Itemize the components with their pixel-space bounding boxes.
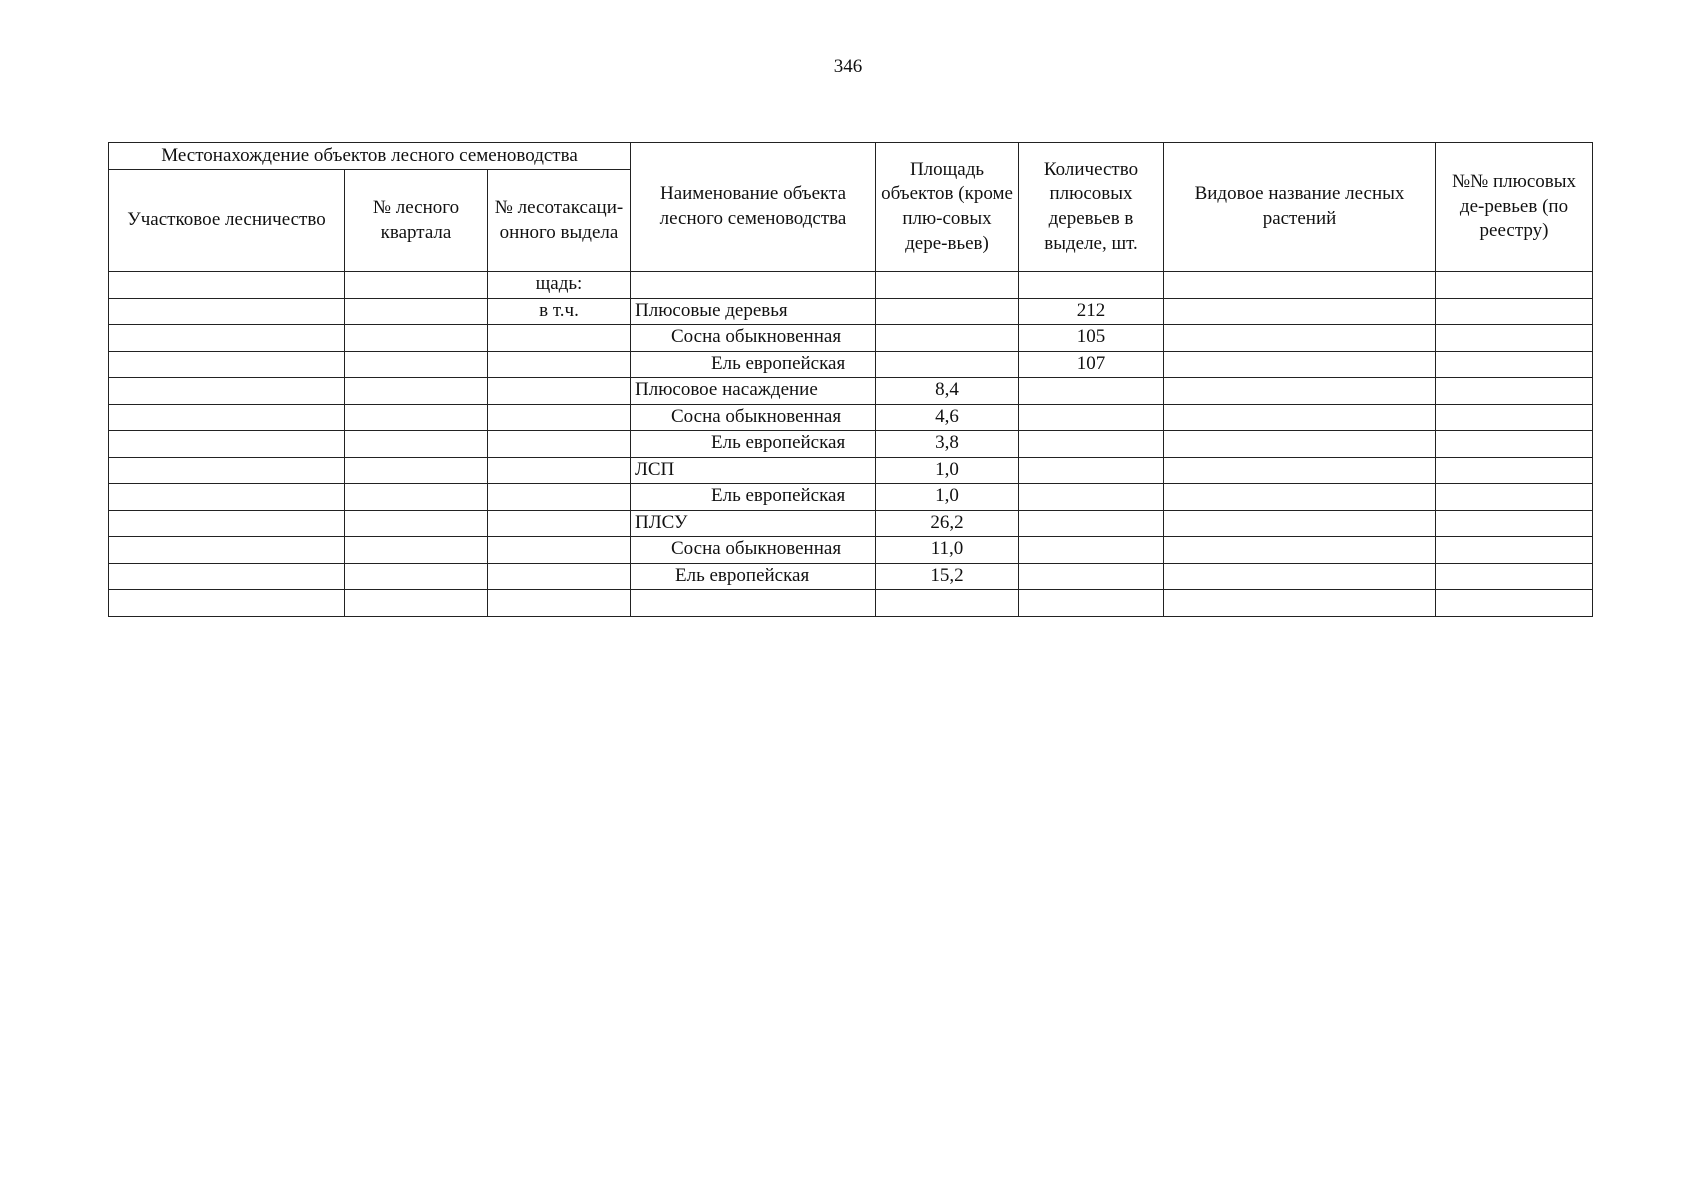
count-cell: [1019, 590, 1164, 617]
object-name-cell: Сосна обыкновенная: [631, 325, 876, 352]
area-header: Площадь объектов (кроме плю-совых дере-вьев): [876, 143, 1019, 272]
allotment-cell: [488, 537, 631, 564]
object-name-cell: ЛСП: [631, 457, 876, 484]
table-row: [109, 484, 1593, 511]
area-cell: [876, 325, 1019, 352]
object-name-header: Наименование объекта лесного семеноводства: [631, 143, 876, 272]
forestry-cell: [109, 457, 345, 484]
seed-objects-table: [108, 142, 1593, 617]
forestry-cell: [109, 590, 345, 617]
registry-cell: [1436, 537, 1593, 564]
count-cell: [1019, 404, 1164, 431]
species-cell: [1164, 272, 1436, 299]
table-row: [109, 272, 1593, 299]
count-cell: 212: [1019, 298, 1164, 325]
area-cell: [876, 272, 1019, 299]
registry-cell: [1436, 325, 1593, 352]
species-cell: [1164, 590, 1436, 617]
count-cell: [1019, 510, 1164, 537]
area-cell: 8,4: [876, 378, 1019, 405]
forestry-cell: [109, 272, 345, 299]
area-cell: 11,0: [876, 537, 1019, 564]
allotment-header: № лесотаксаци-онного выдела: [488, 170, 631, 272]
allotment-cell: [488, 457, 631, 484]
registry-cell: [1436, 431, 1593, 458]
quarter-header: № лесного квартала: [345, 170, 488, 272]
allotment-cell: [488, 590, 631, 617]
allotment-cell: [488, 378, 631, 405]
count-cell: [1019, 431, 1164, 458]
area-cell: [876, 590, 1019, 617]
quarter-cell: [345, 563, 488, 590]
quarter-cell: [345, 325, 488, 352]
quarter-cell: [345, 510, 488, 537]
forestry-cell: [109, 351, 345, 378]
registry-cell: [1436, 298, 1593, 325]
species-cell: [1164, 378, 1436, 405]
forestry-cell: [109, 484, 345, 511]
species-cell: [1164, 351, 1436, 378]
count-cell: 107: [1019, 351, 1164, 378]
table-row: [109, 351, 1593, 378]
object-name-cell: ПЛСУ: [631, 510, 876, 537]
species-cell: [1164, 563, 1436, 590]
registry-cell: [1436, 272, 1593, 299]
registry-numbers-header: №№ плюсовых де-ревьев (по реестру): [1436, 143, 1593, 272]
count-cell: [1019, 484, 1164, 511]
species-cell: [1164, 537, 1436, 564]
forestry-cell: [109, 537, 345, 564]
quarter-cell: [345, 298, 488, 325]
forestry-cell: [109, 510, 345, 537]
allotment-cell: [488, 431, 631, 458]
quarter-cell: [345, 431, 488, 458]
count-cell: [1019, 378, 1164, 405]
forestry-header: Участковое лесничество: [109, 170, 345, 272]
registry-cell: [1436, 457, 1593, 484]
count-cell: [1019, 537, 1164, 564]
registry-cell: [1436, 563, 1593, 590]
allotment-cell: [488, 563, 631, 590]
species-cell: [1164, 484, 1436, 511]
table-body: [109, 272, 1593, 617]
count-cell: 105: [1019, 325, 1164, 352]
species-cell: [1164, 325, 1436, 352]
forestry-cell: [109, 404, 345, 431]
forestry-cell: [109, 298, 345, 325]
object-name-cell: Плюсовое насаждение: [631, 378, 876, 405]
forestry-cell: [109, 378, 345, 405]
table-row: [109, 590, 1593, 617]
plus-trees-count-header: Количество плюсовых деревьев в выделе, шт.: [1019, 143, 1164, 272]
area-cell: [876, 298, 1019, 325]
registry-cell: [1436, 510, 1593, 537]
table-row: [109, 298, 1593, 325]
forestry-cell: [109, 431, 345, 458]
registry-cell: [1436, 404, 1593, 431]
object-name-cell: [631, 590, 876, 617]
species-cell: [1164, 298, 1436, 325]
count-cell: [1019, 457, 1164, 484]
table-row: [109, 325, 1593, 352]
table-row: [109, 457, 1593, 484]
quarter-cell: [345, 351, 488, 378]
quarter-cell: [345, 590, 488, 617]
quarter-cell: [345, 457, 488, 484]
page-number: 346: [833, 56, 863, 77]
table-row: [109, 563, 1593, 590]
table-row: [109, 510, 1593, 537]
object-name-cell: Ель европейская: [631, 431, 876, 458]
quarter-cell: [345, 272, 488, 299]
allotment-cell: [488, 325, 631, 352]
object-name-cell: [631, 272, 876, 299]
area-cell: 1,0: [876, 484, 1019, 511]
forestry-cell: [109, 563, 345, 590]
quarter-cell: [345, 484, 488, 511]
area-cell: 1,0: [876, 457, 1019, 484]
registry-cell: [1436, 484, 1593, 511]
object-name-cell: Ель европейская: [631, 484, 876, 511]
object-name-cell: Ель европейская: [631, 563, 876, 590]
location-group-header: Местонахождение объектов лесного семеноводства: [109, 143, 631, 170]
table-row: [109, 378, 1593, 405]
allotment-cell: [488, 404, 631, 431]
species-cell: [1164, 404, 1436, 431]
area-cell: [876, 351, 1019, 378]
object-name-cell: Сосна обыкновенная: [631, 404, 876, 431]
allotment-cell: [488, 351, 631, 378]
count-cell: [1019, 272, 1164, 299]
registry-cell: [1436, 590, 1593, 617]
object-name-cell: Плюсовые деревья: [631, 298, 876, 325]
table-row: [109, 431, 1593, 458]
object-name-cell: Сосна обыкновенная: [631, 537, 876, 564]
registry-cell: [1436, 378, 1593, 405]
quarter-cell: [345, 378, 488, 405]
allotment-cell: [488, 510, 631, 537]
object-name-cell: Ель европейская: [631, 351, 876, 378]
area-cell: 4,6: [876, 404, 1019, 431]
area-cell: 15,2: [876, 563, 1019, 590]
allotment-cell: [488, 484, 631, 511]
forestry-cell: [109, 325, 345, 352]
table-row: [109, 537, 1593, 564]
registry-cell: [1436, 351, 1593, 378]
table-row: [109, 404, 1593, 431]
area-cell: 3,8: [876, 431, 1019, 458]
species-cell: [1164, 457, 1436, 484]
area-cell: 26,2: [876, 510, 1019, 537]
allotment-cell: щадь:: [488, 272, 631, 299]
count-cell: [1019, 563, 1164, 590]
quarter-cell: [345, 537, 488, 564]
species-header: Видовое название лесных растений: [1164, 143, 1436, 272]
allotment-cell: в т.ч.: [488, 298, 631, 325]
quarter-cell: [345, 404, 488, 431]
species-cell: [1164, 431, 1436, 458]
species-cell: [1164, 510, 1436, 537]
